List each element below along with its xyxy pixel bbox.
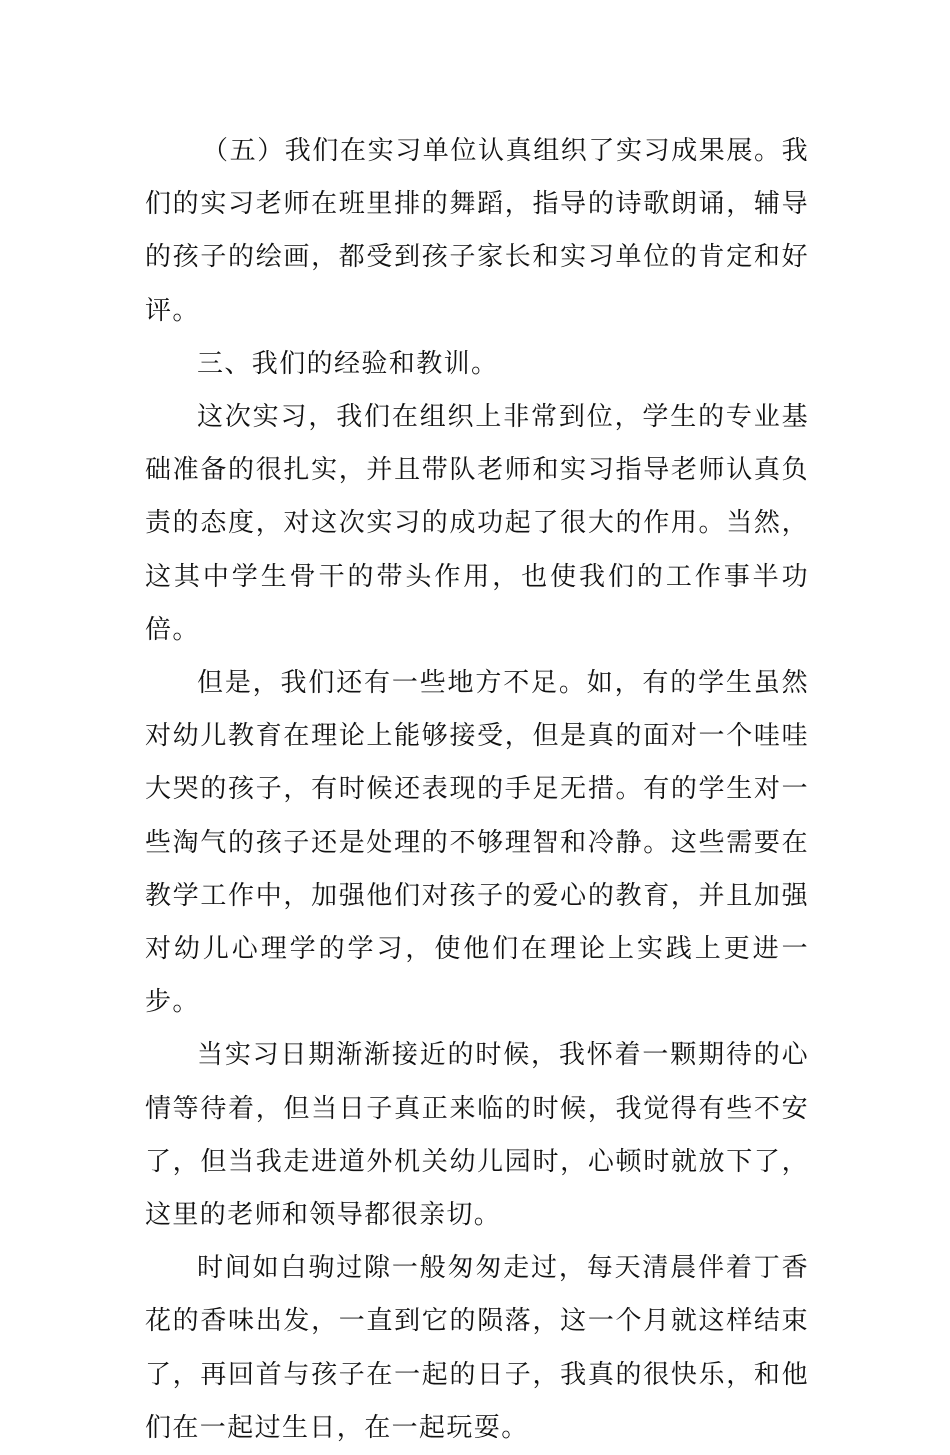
section-heading-lessons: 三、我们的经验和教训。	[197, 348, 499, 379]
paragraph-exhibition: （五）我们在实习单位认真组织了实习成果展。我们的实习老师在班里排的舞蹈，指导的诗歌朗诵，辅导的孩子的绘画，都受到孩子家长和实习单位的肯定和好评。	[145, 136, 809, 326]
paragraph-shortcomings: 但是，我们还有一些地方不足。如，有的学生虽然对幼儿教育在理论上能够接受，但是真的面对一个哇哇大哭的孩子，有时候还表现的手足无措。有的学生对一些淘气的孩子还是处理的不够理智和冷静。这些需要在教学工作中，加强他们对孩子的爱心的教育，并且加强对幼儿心理学的学习，使他们在理论上实践上更进一步。	[145, 668, 809, 1018]
document-body	[145, 125, 809, 1455]
paragraph-reflection: 时间如白驹过隙一般匆匆走过，每天清晨伴着丁香花的香味出发，一直到它的陨落，这一个月就这样结束了，再回首与孩子在一起的日子，我真的很快乐，和他们在一起过生日，在一起玩耍。	[145, 1253, 809, 1443]
paragraph-arrival: 当实习日期渐渐接近的时候，我怀着一颗期待的心情等待着，但当日子真正来临的时候，我觉得有些不安了，但当我走进道外机关幼儿园时，心顿时就放下了，这里的老师和领导都很亲切。	[145, 1040, 809, 1231]
paragraph-organization: 这次实习，我们在组织上非常到位，学生的专业基础准备的很扎实，并且带队老师和实习指导老师认真负责的态度，对这次实习的成功起了很大的作用。当然，这其中学生骨干的带头作用，也使我们的工作事半功倍。	[145, 402, 809, 645]
